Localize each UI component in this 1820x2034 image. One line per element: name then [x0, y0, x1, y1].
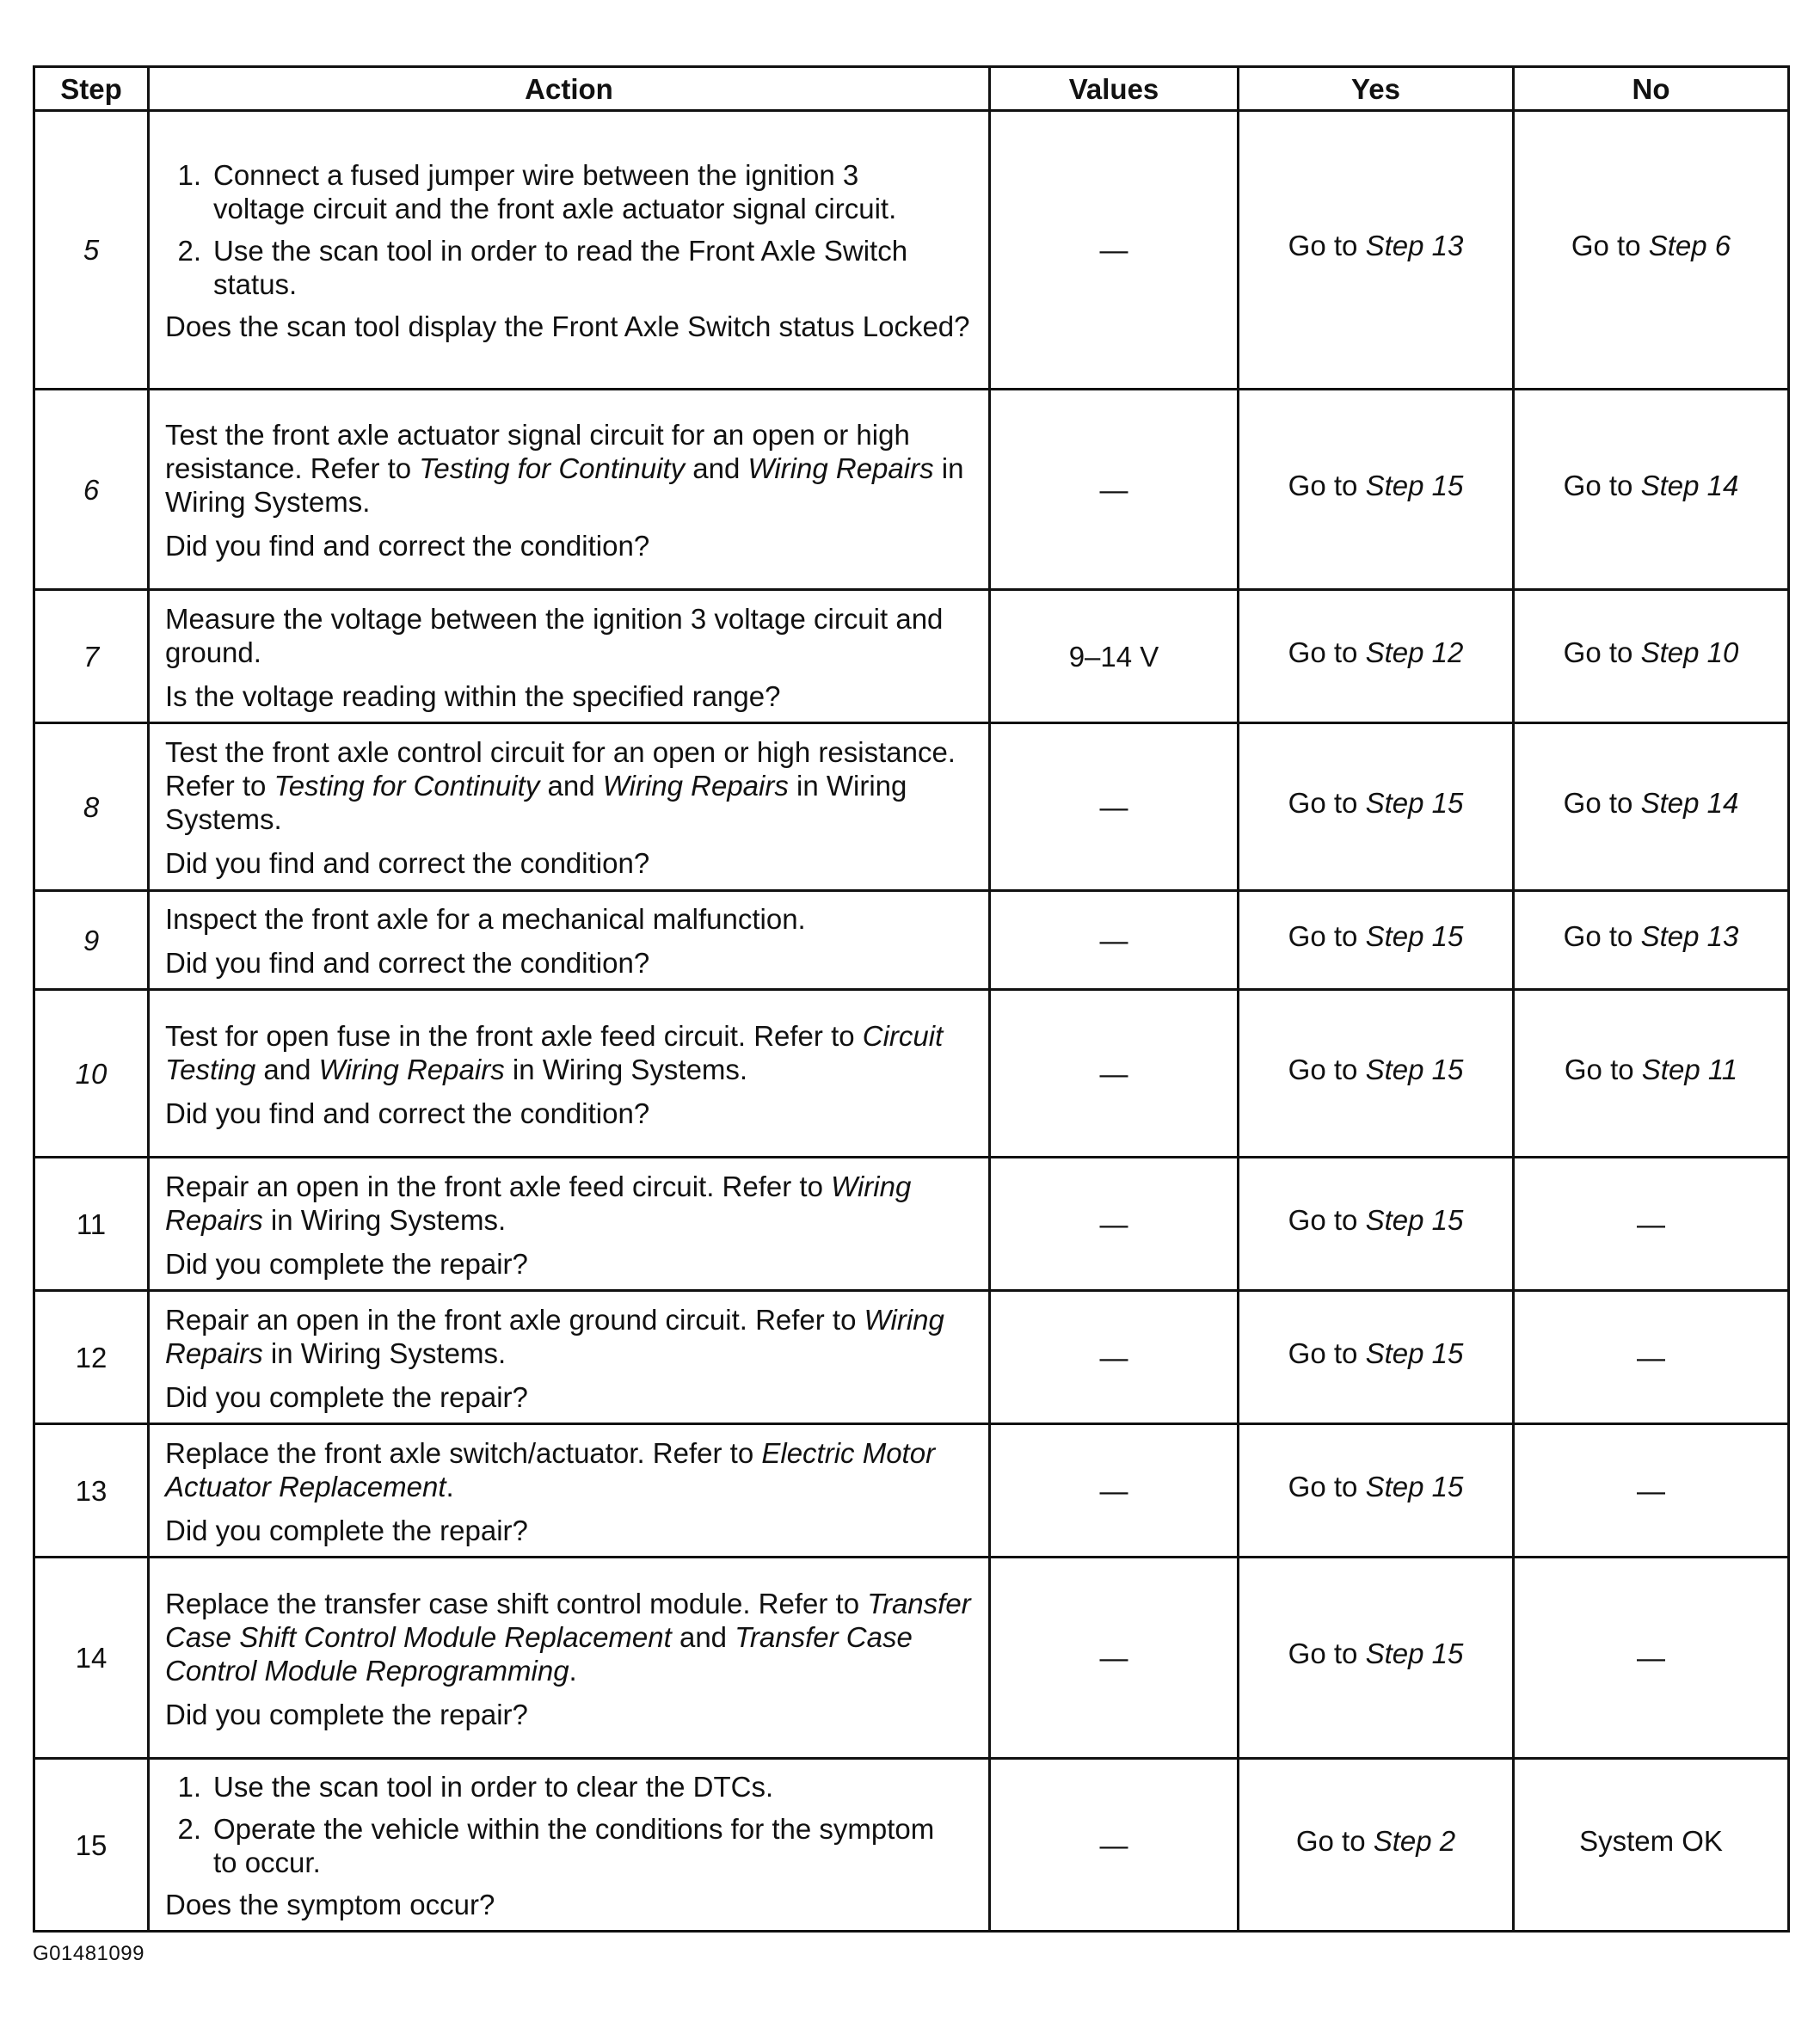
- goto-step-link[interactable]: Go to Step 12: [1288, 636, 1464, 668]
- reference-link[interactable]: Electric Motor Actuator Replacement: [165, 1436, 936, 1502]
- action-cell: [149, 1558, 990, 1759]
- reference-link[interactable]: Wiring Repairs: [165, 1170, 912, 1236]
- action-question: Did you complete the repair?: [165, 1698, 528, 1730]
- action-cell: [149, 891, 990, 990]
- values-cell: —: [990, 990, 1239, 1158]
- action-question: Did you complete the repair?: [165, 1514, 528, 1546]
- no-cell: System OK: [1514, 1759, 1789, 1932]
- no-cell: —: [1514, 1424, 1789, 1558]
- reference-link[interactable]: Wiring Repairs: [747, 452, 934, 484]
- action-cell: [149, 990, 990, 1158]
- goto-step-link[interactable]: Go to Step 15: [1288, 469, 1464, 501]
- action-question: Did you complete the repair?: [165, 1380, 528, 1413]
- action-description: Replace the transfer case shift control module. Refer to Transfer Case Shift Control Module Replacement and Transfer Case Control Module Reprogramming.: [165, 1587, 971, 1687]
- action-question: Is the voltage reading within the specified range?: [165, 679, 781, 712]
- yes-cell: [1239, 723, 1514, 891]
- goto-step-link[interactable]: Go to Step 10: [1563, 636, 1739, 668]
- reference-link[interactable]: Wiring Repairs: [318, 1053, 505, 1085]
- header-action: Action: [149, 67, 990, 111]
- yes-cell: [1239, 990, 1514, 1158]
- step-number: [34, 891, 149, 990]
- yes-cell: [1239, 1558, 1514, 1759]
- goto-step-link[interactable]: Go to Step 14: [1563, 786, 1739, 819]
- no-cell: [1514, 990, 1789, 1158]
- values-cell: —: [990, 1291, 1239, 1424]
- yes-cell: [1239, 1291, 1514, 1424]
- step-number: 11: [34, 1158, 149, 1291]
- yes-cell: [1239, 891, 1514, 990]
- step-number-text: 6: [83, 473, 100, 506]
- goto-step-link[interactable]: Go to Step 2: [1295, 1824, 1456, 1857]
- table-row: [34, 111, 1789, 390]
- goto-step-link[interactable]: Go to Step 13: [1563, 919, 1739, 952]
- action-question: Did you find and correct the condition?: [165, 947, 650, 979]
- reference-link[interactable]: Circuit Testing: [165, 1019, 944, 1085]
- table-row: [34, 390, 1789, 590]
- table-row: [34, 990, 1789, 1158]
- values-cell: 9–14 V: [990, 590, 1239, 723]
- header-values: Values: [990, 67, 1239, 111]
- goto-step-link[interactable]: Go to Step 15: [1288, 1470, 1464, 1502]
- reference-link[interactable]: Transfer Case Control Module Reprogramming: [165, 1620, 913, 1687]
- action-cell: [149, 723, 990, 891]
- action-steps-list: [165, 158, 975, 301]
- step-number: 12: [34, 1291, 149, 1424]
- table-row: [34, 1424, 1789, 1558]
- table-row: [34, 1291, 1789, 1424]
- step-number: 15: [34, 1759, 149, 1932]
- action-description: Test for open fuse in the front axle feed circuit. Refer to Circuit Testing and Wiring Repairs in Wiring Systems.: [165, 1019, 944, 1085]
- goto-step-link[interactable]: Go to Step 15: [1288, 1053, 1464, 1085]
- step-number: 13: [34, 1424, 149, 1558]
- yes-cell: [1239, 1158, 1514, 1291]
- values-cell: —: [990, 1424, 1239, 1558]
- step-number-text: 7: [83, 640, 100, 673]
- step-number-text: 9: [83, 924, 100, 956]
- action-description: Measure the voltage between the ignition 3 voltage circuit and ground.: [165, 602, 944, 668]
- goto-step-link[interactable]: Go to Step 13: [1288, 230, 1464, 261]
- header-step: Step: [34, 67, 149, 111]
- goto-step-link[interactable]: Go to Step 6: [1571, 230, 1731, 261]
- action-cell: [149, 590, 990, 723]
- action-description: Test the front axle control circuit for an open or high resistance. Refer to Testing for Continuity and Wiring Repairs in Wiring Systems.: [165, 736, 956, 835]
- step-number: [34, 590, 149, 723]
- yes-cell: [1239, 1424, 1514, 1558]
- reference-link[interactable]: Testing for Continuity: [419, 452, 686, 484]
- table-row: [34, 1558, 1789, 1759]
- step-number: [34, 390, 149, 590]
- reference-link[interactable]: Wiring Repairs: [602, 770, 789, 802]
- action-cell: [149, 1291, 990, 1424]
- yes-cell: [1239, 590, 1514, 723]
- no-cell: [1514, 891, 1789, 990]
- action-description: Repair an open in the front axle ground circuit. Refer to Wiring Repairs in Wiring Systems.: [165, 1303, 944, 1369]
- action-question: Does the scan tool display the Front Axle Switch status Locked?: [165, 310, 970, 342]
- values-cell: —: [990, 891, 1239, 990]
- goto-step-link[interactable]: Go to Step 15: [1288, 1337, 1464, 1369]
- values-cell: —: [990, 111, 1239, 390]
- table-row: [34, 1158, 1789, 1291]
- step-number: [34, 111, 149, 390]
- goto-step-link[interactable]: Go to Step 15: [1288, 1203, 1464, 1236]
- no-cell: [1514, 111, 1789, 390]
- no-cell: —: [1514, 1558, 1789, 1759]
- no-cell: [1514, 723, 1789, 891]
- list-item: 2. Use the scan tool in order to read the Front Axle Switch status.: [177, 235, 908, 300]
- action-description: Test the front axle actuator signal circuit for an open or high resistance. Refer to Testing for Continuity and Wiring Repairs in Wiring Systems.: [165, 419, 964, 518]
- table-row: [34, 723, 1789, 891]
- header-no: No: [1514, 67, 1789, 111]
- goto-step-link[interactable]: Go to Step 15: [1288, 1638, 1464, 1669]
- diagnostic-table: [33, 65, 1790, 1933]
- action-question: Did you find and correct the condition?: [165, 1097, 650, 1129]
- goto-step-link[interactable]: Go to Step 15: [1288, 786, 1464, 819]
- action-steps-list: [165, 1770, 975, 1879]
- reference-link[interactable]: Testing for Continuity: [274, 770, 540, 802]
- reference-link[interactable]: Wiring Repairs: [165, 1303, 944, 1369]
- goto-step-link[interactable]: Go to Step 15: [1288, 919, 1464, 952]
- values-cell: —: [990, 390, 1239, 590]
- list-item: 1. Connect a fused jumper wire between the ignition 3 voltage circuit and the front axle actuator signal circuit.: [177, 159, 897, 224]
- yes-cell: [1239, 390, 1514, 590]
- no-cell: [1514, 390, 1789, 590]
- action-cell: [149, 111, 990, 390]
- action-cell: [149, 1759, 990, 1932]
- action-cell: [149, 1158, 990, 1291]
- action-question: Did you find and correct the condition?: [165, 530, 650, 562]
- list-item: 2. Operate the vehicle within the conditions for the symptom to occur.: [177, 1813, 935, 1878]
- action-question: Does the symptom occur?: [165, 1889, 495, 1920]
- no-cell: —: [1514, 1291, 1789, 1424]
- action-description: Repair an open in the front axle feed circuit. Refer to Wiring Repairs in Wiring Systems.: [165, 1170, 912, 1236]
- yes-cell: [1239, 1759, 1514, 1932]
- step-number-text: 10: [75, 1057, 108, 1090]
- no-cell: —: [1514, 1158, 1789, 1291]
- action-question: Did you complete the repair?: [165, 1247, 528, 1280]
- table-header-row: [34, 67, 1789, 111]
- action-question: Did you find and correct the condition?: [165, 847, 650, 879]
- yes-cell: [1239, 111, 1514, 390]
- action-cell: [149, 390, 990, 590]
- list-item: 1. Use the scan tool in order to clear the DTCs.: [177, 1771, 774, 1803]
- action-description: Inspect the front axle for a mechanical malfunction.: [165, 903, 806, 935]
- no-cell: [1514, 590, 1789, 723]
- values-cell: —: [990, 1558, 1239, 1759]
- values-cell: —: [990, 723, 1239, 891]
- values-cell: —: [990, 1759, 1239, 1932]
- action-description: Replace the front axle switch/actuator. Refer to Electric Motor Actuator Replacement.: [165, 1436, 936, 1502]
- reference-link[interactable]: Transfer Case Shift Control Module Replacement: [165, 1587, 971, 1653]
- action-cell: [149, 1424, 990, 1558]
- table-row: [34, 590, 1789, 723]
- table-row: [34, 891, 1789, 990]
- step-number: [34, 990, 149, 1158]
- goto-step-link[interactable]: Go to Step 14: [1563, 469, 1739, 501]
- table-row: [34, 1759, 1789, 1932]
- step-number-text: 5: [83, 234, 100, 266]
- step-number: [34, 723, 149, 891]
- header-yes: Yes: [1239, 67, 1514, 111]
- goto-step-link[interactable]: Go to Step 11: [1564, 1053, 1738, 1085]
- step-number-text: 8: [83, 790, 100, 823]
- figure-id: G01481099: [33, 1942, 144, 1965]
- step-number: 14: [34, 1558, 149, 1759]
- values-cell: —: [990, 1158, 1239, 1291]
